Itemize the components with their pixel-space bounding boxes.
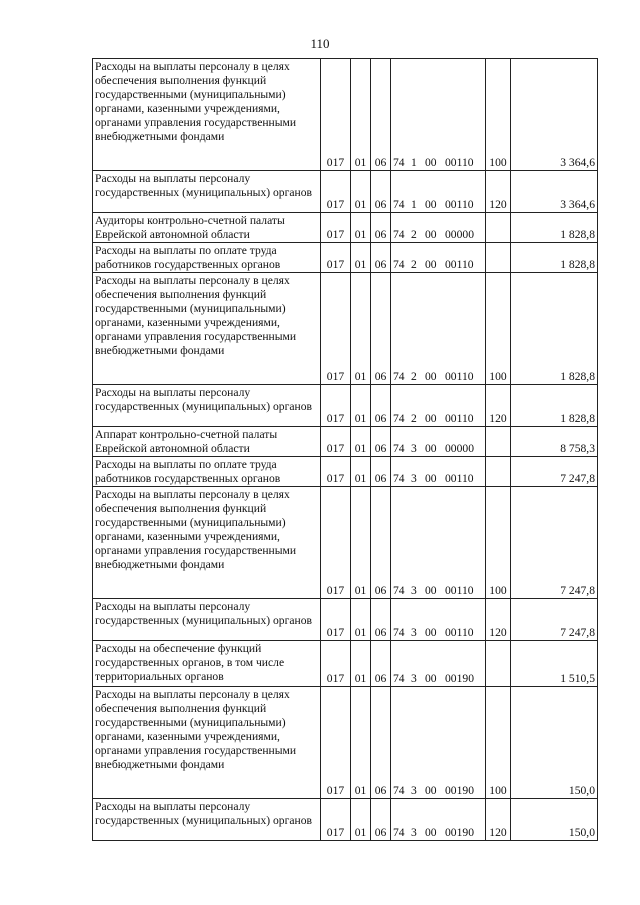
row-name: Расходы на выплаты персоналу в целях обеспечения выполнения функций государственными (муниципальными) органами, казенными учреждениями, органами управления государственными внебюджетными фондами xyxy=(93,487,321,599)
ministry-code: 017 xyxy=(321,171,351,213)
code-part-sub: 1 xyxy=(411,198,417,211)
code-part-program: 74 xyxy=(393,826,405,839)
subsection-code: 06 xyxy=(371,687,391,799)
code-part-item: 00110 xyxy=(445,626,474,639)
expense-type-code: 120 xyxy=(486,599,511,641)
section-code: 01 xyxy=(351,457,371,487)
expense-type-code: 120 xyxy=(486,799,511,841)
code-part-sub: 2 xyxy=(411,412,417,425)
code-part-sub: 2 xyxy=(411,228,417,241)
code-part-group: 00 xyxy=(425,784,437,797)
subsection-code: 06 xyxy=(371,799,391,841)
amount-value: 1 828,8 xyxy=(511,273,598,385)
code-part-group: 00 xyxy=(425,198,437,211)
amount-value: 1 828,8 xyxy=(511,243,598,273)
table-row xyxy=(93,213,598,243)
subsection-code: 06 xyxy=(371,457,391,487)
code-part-sub: 2 xyxy=(411,258,417,271)
table-row xyxy=(93,487,598,599)
code-part-sub: 3 xyxy=(411,826,417,839)
section-code: 01 xyxy=(351,59,371,171)
amount-value: 150,0 xyxy=(511,687,598,799)
code-part-group: 00 xyxy=(425,228,437,241)
ministry-code: 017 xyxy=(321,59,351,171)
code-part-item: 00000 xyxy=(445,228,474,241)
target-article-code xyxy=(391,427,486,457)
code-part-group: 00 xyxy=(425,472,437,485)
table-row xyxy=(93,59,598,171)
target-article-code xyxy=(391,641,486,687)
row-name: Расходы на выплаты персоналу в целях обеспечения выполнения функций государственными (муниципальными) органами, казенными учреждениями, органами управления государственными внебюджетными фондами xyxy=(93,687,321,799)
expense-type-code xyxy=(486,457,511,487)
section-code: 01 xyxy=(351,799,371,841)
target-article-code xyxy=(391,687,486,799)
code-part-program: 74 xyxy=(393,370,405,383)
code-part-group: 00 xyxy=(425,442,437,455)
subsection-code: 06 xyxy=(371,641,391,687)
expense-type-code: 120 xyxy=(486,171,511,213)
table-row xyxy=(93,457,598,487)
amount-value: 3 364,6 xyxy=(511,171,598,213)
ministry-code: 017 xyxy=(321,487,351,599)
code-part-item: 00110 xyxy=(445,584,474,597)
code-part-sub: 3 xyxy=(411,784,417,797)
expense-type-code xyxy=(486,243,511,273)
code-part-program: 74 xyxy=(393,472,405,485)
table-row xyxy=(93,687,598,799)
row-name: Расходы на выплаты персоналу государственных (муниципальных) органов xyxy=(93,171,321,213)
code-part-group: 00 xyxy=(425,258,437,271)
target-article-code xyxy=(391,213,486,243)
row-name: Расходы на выплаты по оплате труда работников государственных органов xyxy=(93,243,321,273)
code-part-group: 00 xyxy=(425,584,437,597)
target-article-code xyxy=(391,243,486,273)
code-part-item: 00190 xyxy=(445,784,474,797)
table-row xyxy=(93,599,598,641)
row-name: Расходы на выплаты персоналу государственных (муниципальных) органов xyxy=(93,599,321,641)
expense-type-code: 100 xyxy=(486,687,511,799)
amount-value: 7 247,8 xyxy=(511,487,598,599)
ministry-code: 017 xyxy=(321,599,351,641)
table-row xyxy=(93,243,598,273)
section-code: 01 xyxy=(351,213,371,243)
row-name: Расходы на обеспечение функций государственных органов, в том числе территориальных органов xyxy=(93,641,321,687)
code-part-sub: 1 xyxy=(411,156,417,169)
amount-value: 8 758,3 xyxy=(511,427,598,457)
section-code: 01 xyxy=(351,273,371,385)
code-part-sub: 3 xyxy=(411,442,417,455)
code-part-program: 74 xyxy=(393,156,405,169)
code-part-item: 00110 xyxy=(445,412,474,425)
row-name: Аппарат контрольно-счетной палаты Еврейской автономной области xyxy=(93,427,321,457)
target-article-code xyxy=(391,599,486,641)
section-code: 01 xyxy=(351,171,371,213)
code-part-group: 00 xyxy=(425,156,437,169)
code-part-group: 00 xyxy=(425,626,437,639)
row-name: Расходы на выплаты персоналу в целях обеспечения выполнения функций государственными (муниципальными) органами, казенными учреждениями, органами управления государственными внебюджетными фондами xyxy=(93,59,321,171)
code-part-program: 74 xyxy=(393,412,405,425)
row-name: Аудиторы контрольно-счетной палаты Еврейской автономной области xyxy=(93,213,321,243)
amount-value: 1 510,5 xyxy=(511,641,598,687)
expense-type-code xyxy=(486,641,511,687)
target-article-code xyxy=(391,273,486,385)
row-name: Расходы на выплаты персоналу в целях обеспечения выполнения функций государственными (муниципальными) органами, казенными учреждениями, органами управления государственными внебюджетными фондами xyxy=(93,273,321,385)
code-part-program: 74 xyxy=(393,198,405,211)
section-code: 01 xyxy=(351,599,371,641)
ministry-code: 017 xyxy=(321,213,351,243)
ministry-code: 017 xyxy=(321,457,351,487)
code-part-item: 00000 xyxy=(445,442,474,455)
row-name: Расходы на выплаты персоналу государственных (муниципальных) органов xyxy=(93,385,321,427)
code-part-item: 00190 xyxy=(445,672,474,685)
ministry-code: 017 xyxy=(321,385,351,427)
budget-table xyxy=(92,58,598,841)
subsection-code: 06 xyxy=(371,427,391,457)
subsection-code: 06 xyxy=(371,273,391,385)
code-part-group: 00 xyxy=(425,672,437,685)
code-part-program: 74 xyxy=(393,584,405,597)
code-part-item: 00110 xyxy=(445,472,474,485)
code-part-sub: 3 xyxy=(411,584,417,597)
section-code: 01 xyxy=(351,243,371,273)
table-row xyxy=(93,385,598,427)
subsection-code: 06 xyxy=(371,59,391,171)
table-row xyxy=(93,273,598,385)
code-part-program: 74 xyxy=(393,228,405,241)
amount-value: 1 828,8 xyxy=(511,385,598,427)
table-row xyxy=(93,171,598,213)
code-part-sub: 3 xyxy=(411,672,417,685)
code-part-program: 74 xyxy=(393,784,405,797)
section-code: 01 xyxy=(351,687,371,799)
expense-type-code: 100 xyxy=(486,59,511,171)
amount-value: 7 247,8 xyxy=(511,599,598,641)
expense-type-code: 100 xyxy=(486,273,511,385)
table-row xyxy=(93,427,598,457)
table-row xyxy=(93,799,598,841)
code-part-item: 00110 xyxy=(445,198,474,211)
code-part-group: 00 xyxy=(425,370,437,383)
subsection-code: 06 xyxy=(371,243,391,273)
expense-type-code: 120 xyxy=(486,385,511,427)
code-part-group: 00 xyxy=(425,412,437,425)
amount-value: 7 247,8 xyxy=(511,457,598,487)
section-code: 01 xyxy=(351,385,371,427)
code-part-sub: 2 xyxy=(411,370,417,383)
target-article-code xyxy=(391,487,486,599)
code-part-group: 00 xyxy=(425,826,437,839)
code-part-program: 74 xyxy=(393,442,405,455)
section-code: 01 xyxy=(351,641,371,687)
subsection-code: 06 xyxy=(371,385,391,427)
code-part-program: 74 xyxy=(393,258,405,271)
table-row xyxy=(93,641,598,687)
ministry-code: 017 xyxy=(321,799,351,841)
row-name: Расходы на выплаты по оплате труда работников государственных органов xyxy=(93,457,321,487)
ministry-code: 017 xyxy=(321,641,351,687)
code-part-item: 00110 xyxy=(445,258,474,271)
subsection-code: 06 xyxy=(371,487,391,599)
target-article-code xyxy=(391,385,486,427)
code-part-sub: 3 xyxy=(411,472,417,485)
target-article-code xyxy=(391,457,486,487)
ministry-code: 017 xyxy=(321,243,351,273)
subsection-code: 06 xyxy=(371,213,391,243)
ministry-code: 017 xyxy=(321,427,351,457)
code-part-program: 74 xyxy=(393,626,405,639)
code-part-item: 00110 xyxy=(445,156,474,169)
code-part-item: 00190 xyxy=(445,826,474,839)
ministry-code: 017 xyxy=(321,687,351,799)
expense-type-code xyxy=(486,213,511,243)
target-article-code xyxy=(391,59,486,171)
subsection-code: 06 xyxy=(371,171,391,213)
code-part-program: 74 xyxy=(393,672,405,685)
code-part-item: 00110 xyxy=(445,370,474,383)
amount-value: 1 828,8 xyxy=(511,213,598,243)
section-code: 01 xyxy=(351,487,371,599)
subsection-code: 06 xyxy=(371,599,391,641)
code-part-sub: 3 xyxy=(411,626,417,639)
expense-type-code: 100 xyxy=(486,487,511,599)
table-body xyxy=(93,59,598,841)
target-article-code xyxy=(391,171,486,213)
section-code: 01 xyxy=(351,427,371,457)
row-name: Расходы на выплаты персоналу государственных (муниципальных) органов xyxy=(93,799,321,841)
amount-value: 150,0 xyxy=(511,799,598,841)
expense-type-code xyxy=(486,427,511,457)
target-article-code xyxy=(391,799,486,841)
page-number: 110 xyxy=(310,36,330,51)
ministry-code: 017 xyxy=(321,273,351,385)
amount-value: 3 364,6 xyxy=(511,59,598,171)
